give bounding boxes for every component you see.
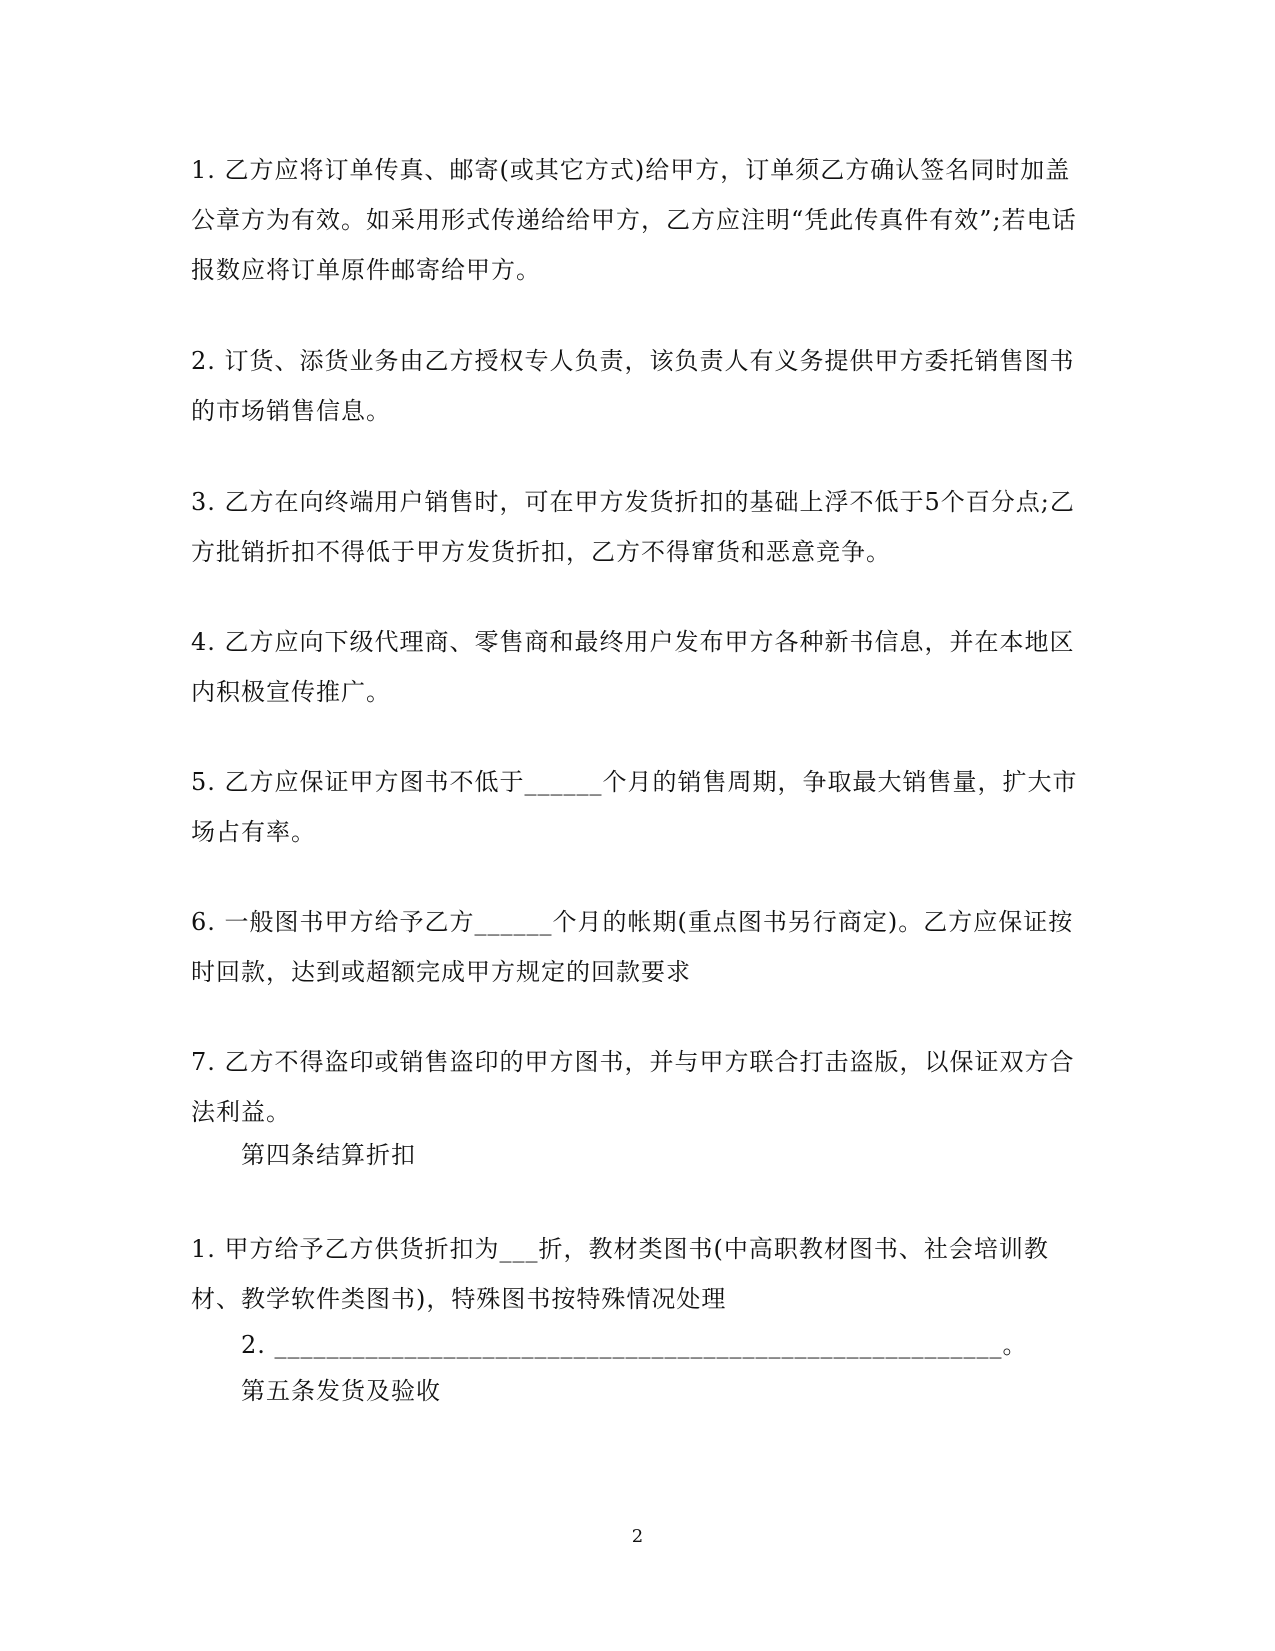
page-number: 2: [631, 1526, 644, 1547]
article-5-heading: 第五条发货及验收: [241, 1377, 441, 1405]
clause-paragraph-6: 6. 一般图书甲方给予乙方______个月的帐期(重点图书另行商定)。乙方应保证按时回款，达到或超额完成甲方规定的回款要求: [191, 908, 1074, 986]
article-4-item-2: 2. ________________________________________________________。: [241, 1331, 1028, 1359]
article-4-heading: 第四条结算折扣: [241, 1141, 416, 1169]
clause-paragraph-7: 7. 乙方不得盗印或销售盗印的甲方图书，并与甲方联合打击盗版，以保证双方合法利益。: [191, 1048, 1075, 1126]
article-4-item-1: 1. 甲方给予乙方供货折扣为___折，教材类图书(中高职教材图书、社会培训教材、教学软件类图书)，特殊图书按特殊情况处理: [191, 1235, 1049, 1313]
clause-paragraph-1: 1. 乙方应将订单传真、邮寄(或其它方式)给甲方，订单须乙方确认签名同时加盖公章方为有效。如采用形式传递给给甲方，乙方应注明“凭此传真件有效”;若电话报数应将订单原件邮寄给甲方。: [191, 156, 1077, 284]
clause-paragraph-4: 4. 乙方应向下级代理商、零售商和最终用户发布甲方各种新书信息，并在本地区内积极宣传推广。: [191, 628, 1075, 706]
clause-paragraph-5: 5. 乙方应保证甲方图书不低于______个月的销售周期，争取最大销售量，扩大市场占有率。: [191, 768, 1078, 846]
clause-paragraph-3: 3. 乙方在向终端用户销售时，可在甲方发货折扣的基础上浮不低于5个百分点;乙方批销折扣不得低于甲方发货折扣，乙方不得窜货和恶意竞争。: [191, 488, 1075, 566]
clause-paragraph-2: 2. 订货、添货业务由乙方授权专人负责，该负责人有义务提供甲方委托销售图书的市场销售信息。: [191, 347, 1075, 425]
